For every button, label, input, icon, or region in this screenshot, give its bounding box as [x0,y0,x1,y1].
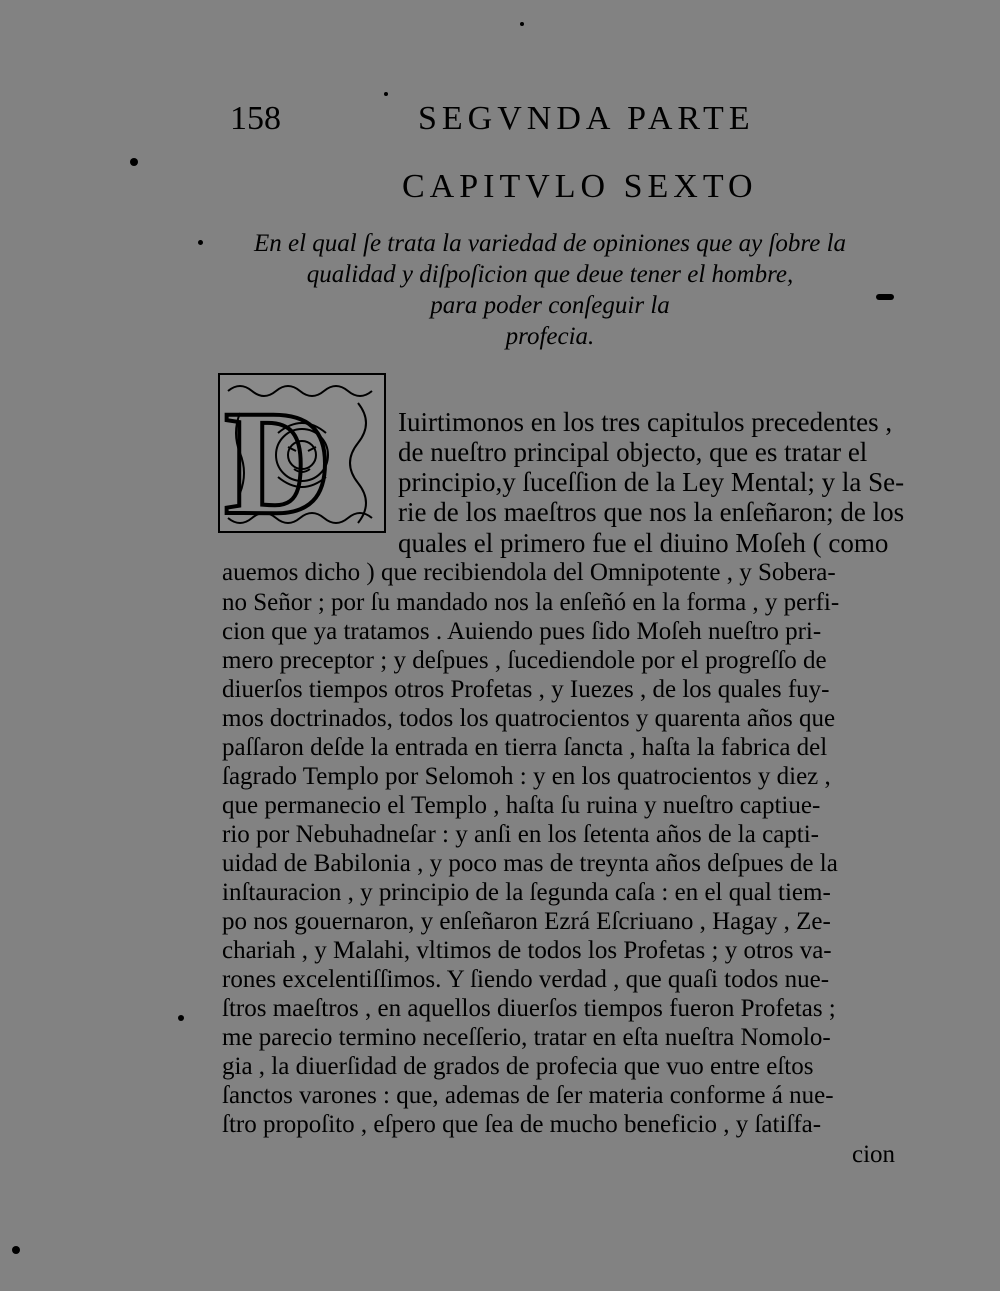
chapter-summary-line: profecia. [505,323,595,350]
body-line: quales el primero fue el diuino Moſeh ( como [398,528,889,558]
body-line: ſtro propoſito , eſpero que ſea de mucho beneficio , y ſatiſfa- [222,1111,822,1138]
body-line: Iuirtimonos en los tres capitulos precedentes , [398,407,893,437]
body-line: diuerſos tiempos otros Profetas , y Iuezes , de los quales fuy- [222,676,830,703]
body-line: me parecio termino neceſſerio, tratar en eſta nueſtra Nomolo- [222,1024,831,1051]
speck [178,1015,184,1021]
chapter-summary-line: En el qual ſe trata la variedad de opiniones que ay ſobre la [253,230,847,257]
body-line: ſanctos varones : que, ademas de ſer materia conforme á nue- [222,1082,834,1109]
body-line: no Señor ; por ſu mandado nos la enſeñó en la forma , y perfi- [222,589,840,616]
body-line: rones excelentiſſimos. Y ſiendo verdad , que quaſi todos nue- [222,966,830,993]
body-line: ſagrado Templo por Selomoh : y en los quatrocientos y diez , [222,763,831,790]
chapter-summary-line: qualidad y diſpoſicion que deue tener el hombre, [306,261,794,288]
catchword: cion [852,1141,896,1168]
body-line: rio por Nebuhadneſar : y anſi en los ſetenta años de la capti- [222,821,820,848]
speck [12,1246,20,1254]
body-line: chariah , y Malahi, vltimos de todos los Profetas ; y otros va- [222,937,832,964]
chapter-title: CAPITVLO SEXTO [402,168,758,205]
body-line: paſſaron deſde la entrada en tierra ſancta , haſta la fabrica del [222,734,828,761]
body-line: uidad de Babilonia , y poco mas de treynta años deſpues de la [222,850,838,877]
body-line: cion que ya tratamos . Auiendo pues ſido Moſeh nueſtro pri- [222,618,822,645]
decorated-initial-d [218,373,386,533]
body-line: gia , la diuerſidad de grados de profecia que vuo entre eſtos [222,1053,814,1080]
speck [384,92,388,96]
chapter-summary-line: para poder conſeguir la [430,292,670,319]
speck [130,158,138,166]
body-line: que permanecio el Templo , haſta ſu ruina y nueſtro captiue- [222,792,821,819]
speck [198,240,203,245]
body-line: auemos dicho ) que recibiendola del Omnipotente , y Sobera- [222,559,836,586]
body-line: po nos gouernaron, y enſeñaron Ezrá Eſcriuano , Hagay , Ze- [222,908,831,935]
running-head: SEGVNDA PARTE [418,100,755,137]
body-line: inſtauracion , y principio de la ſegunda caſa : en el qual tiem- [222,879,831,906]
speck [876,294,894,300]
speck [520,22,524,26]
body-line: ſtros maeſtros , en aquellos diuerſos tiempos fueron Profetas ; [222,995,836,1022]
drop-cap-letter: D [224,380,333,533]
body-line: rie de los maeſtros que nos la enſeñaron; de los [398,497,905,527]
body-line: mero preceptor ; y deſpues , ſucediendole por el progreſſo de [222,647,827,674]
page-number: 158 [230,100,281,137]
body-line: mos doctrinados, todos los quatrocientos y quarenta años que [222,705,836,732]
body-line: principio,y ſuceſſion de la Ley Mental; y la Se- [398,467,905,497]
body-line: de nueſtro principal objecto, que es tratar el [398,437,868,467]
